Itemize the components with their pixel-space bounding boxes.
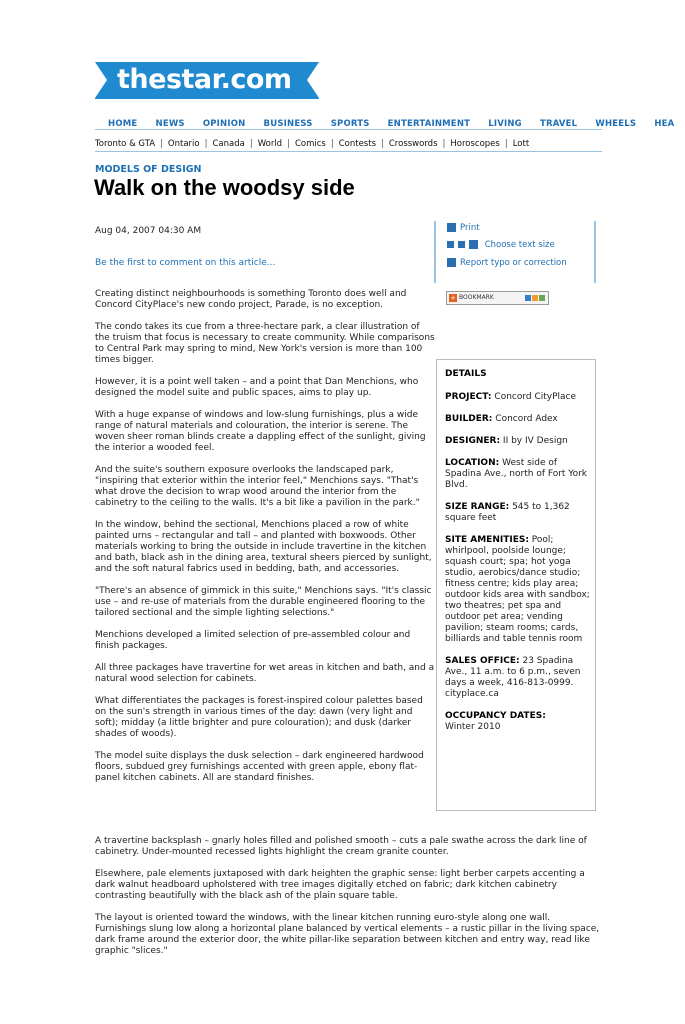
detail-value: 23 Spadina Ave., 11 a.m. to 6 p.m., seven days a week, 416-813-0999. cityplace.ca [445, 656, 581, 699]
nav-separator: | [249, 139, 253, 149]
nav-separator: | [204, 139, 208, 149]
bookmark-label: BOOKMARK [459, 294, 494, 301]
article-paragraph: All three packages have travertine for wet areas in kitchen and bath, and a natural wood selection for cabinets. [95, 663, 435, 684]
detail-occupancy [445, 711, 590, 733]
details-list [445, 392, 590, 744]
delicious-icon [525, 295, 531, 301]
plus-icon: + [450, 294, 456, 302]
detail-label: SITE AMENITIES: [445, 535, 529, 545]
article-paragraph: With a huge expanse of windows and low-slung furnishings, plus a wide range of natural materials and colouration, the interior is serene. The woven sheer roman blinds create a dappling effect of the sunlight, giving the interior a wooded feel. [95, 410, 426, 453]
nav-item-living[interactable]: LIVING [488, 119, 522, 129]
text-medium-icon[interactable] [458, 241, 465, 248]
digg-icon [532, 295, 538, 301]
report-link[interactable]: Report typo or correction [460, 258, 567, 268]
text-large-icon[interactable] [469, 240, 478, 249]
nav-separator: | [381, 139, 384, 149]
subnav-item-contests[interactable]: Contests [338, 139, 376, 149]
nav-separator: | [287, 139, 290, 149]
article-dateline: Aug 04, 2007 04:30 AM [95, 226, 202, 236]
site-logo[interactable] [95, 62, 319, 99]
detail-value: Pool; whirlpool, poolside lounge; squash court; spa; hot yoga studio, aerobics/dance studio; fitness centre; kids play area; outdoor kids area with sandbox; two theatres; pet spa and outdoor pet area; vending pavilion; steam rooms; cards, billiards and table tennis room [445, 535, 590, 644]
nav-item-travel[interactable]: TRAVEL [539, 119, 578, 129]
detail-sales-office [445, 656, 590, 700]
social-icons [524, 294, 545, 306]
primary-nav [95, 111, 675, 130]
details-heading: DETAILS [445, 369, 487, 379]
subnav-item-world[interactable]: World [257, 139, 283, 149]
nav-item-health[interactable]: HEA [654, 119, 675, 129]
section-label[interactable]: MODELS OF DESIGN [95, 164, 202, 175]
article-paragraph: Menchions developed a limited selection of pre-assembled colour and finish packages. [95, 630, 411, 651]
article-paragraph: A travertine backsplash – gnarly holes filled and polished smooth – cuts a pale swathe across the dark line of cabinetry. Under-mounted recessed lights highlight the cream granite counter. [95, 836, 587, 857]
article-paragraph: And the suite's southern exposure overlooks the landscaped park, "inspiring that exterior within the interior feel," Menchions says. "That's what drove the decision to wrap wood around the interior from the cabinetry to the ceiling to the walls. It's a bit like a pavilion in the park." [95, 465, 420, 508]
article-paragraph: What differentiates the packages is forest-inspired colour palettes based on the sun's strength in various times of the day: dawn (very light and soft); midday (a little brighter and pure colouration); and dusk (darker shades of woods). [95, 696, 423, 739]
subnav-item-comics[interactable]: Comics [294, 139, 326, 149]
detail-value: West side of Spadina Ave., north of Fort York Blvd. [445, 458, 588, 490]
text-size-tool[interactable] [447, 240, 555, 250]
nav-divider [95, 151, 602, 152]
detail-label: OCCUPANCY DATES: [445, 711, 546, 721]
comment-link[interactable]: Be the first to comment on this article... [95, 258, 276, 268]
article-paragraph: The layout is oriented toward the windows, with the linear kitchen running euro-style along one wall. Furnishings slung low along a horizontal plane balanced by vertical elements – a rustic pillar in the living space, dark frame around the exterior door, the white pillar-like separation between kitchen and entry way, read like graphic "slices." [95, 913, 600, 956]
subnav-item-horoscopes[interactable]: Horoscopes [450, 139, 500, 149]
nav-separator: | [442, 139, 446, 149]
article-tools [434, 221, 596, 283]
nav-separator: | [330, 139, 334, 149]
logo-chevron-right [307, 62, 319, 98]
detail-value: Concord CityPlace [494, 392, 577, 402]
detail-label: SIZE RANGE: [445, 502, 510, 512]
print-tool[interactable] [447, 223, 480, 233]
article-paragraph: Creating distinct neighbourhoods is something Toronto does well and Concord CityPlace's new condo project, Parade, is no exception. [95, 289, 407, 310]
nav-item-entertainment[interactable]: ENTERTAINMENT [387, 119, 471, 129]
detail-project [445, 392, 590, 403]
subnav-item-canada[interactable]: Canada [212, 139, 245, 149]
article-paragraph: Elsewhere, pale elements juxtaposed with dark heighten the graphic sense: light berber carpets accenting a dark walnut headboard upholstered with tree images digitally etched on fabric; dark kitchen cabinetry contrasting beautifully with the black ash of the plain square table. [95, 869, 585, 901]
text-small-icon[interactable] [447, 241, 454, 248]
detail-label: LOCATION: [445, 458, 500, 468]
article-paragraph: In the window, behind the sectional, Menchions placed a row of white painted urns – rectangular and tall – and planted with boxwoods. Other materials working to bring the outside in include travertine in the kitchen and bath, black ash in the dining area, textural sheers pierced by sunlight, and the soft natural fabrics used in bedding, bath, and accessories. [95, 520, 432, 574]
nav-separator: | [160, 139, 163, 149]
logo-text: thestar.com [117, 64, 292, 95]
details-box [436, 359, 596, 811]
nav-item-opinion[interactable]: OPINION [202, 119, 246, 129]
article-paragraph: However, it is a point well taken – and a point that Dan Menchions, who designed the model suite and public spaces, aims to play up. [95, 377, 419, 398]
detail-designer [445, 436, 590, 447]
subnav-item-lottery[interactable]: Lott [512, 139, 530, 149]
detail-size-range [445, 502, 590, 524]
detail-builder [445, 414, 590, 425]
subnav-item-ontario[interactable]: Ontario [167, 139, 200, 149]
secondary-nav [95, 131, 602, 149]
nav-item-news[interactable]: NEWS [155, 119, 185, 129]
detail-site-amenities [445, 535, 590, 645]
subnav-item-toronto[interactable]: Toronto & GTA [95, 139, 156, 149]
detail-label: SALES OFFICE: [445, 656, 520, 666]
detail-label: DESIGNER: [445, 436, 501, 446]
article-paragraph: The condo takes its cue from a three-hectare park, a clear illustration of the truism that focus is necessary to create community. While comparisons to Central Park may spring to mind, New York's version is more than 100 times bigger. [95, 322, 435, 365]
article-headline: Walk on the woodsy side [94, 175, 355, 200]
nav-item-wheels[interactable]: WHEELS [595, 119, 637, 129]
detail-label: PROJECT: [445, 392, 492, 402]
text-size-link[interactable]: Choose text size [484, 240, 555, 250]
subnav-item-crosswords[interactable]: Crosswords [388, 139, 438, 149]
detail-location [445, 458, 590, 491]
article-body [95, 289, 435, 795]
detail-value: Concord Adex [495, 414, 558, 424]
nav-item-home[interactable]: HOME [108, 119, 138, 129]
print-link[interactable]: Print [460, 223, 480, 233]
detail-value: 545 to 1,362 square feet [445, 502, 570, 523]
nav-separator: | [504, 139, 508, 149]
detail-value: Winter 2010 [445, 722, 501, 732]
article-paragraph: The model suite displays the dusk selection – dark engineered hardwood floors, subdued grey furnishings accented with green apple, ebony flat-panel kitchen cabinets. All are standard finishes. [95, 751, 424, 783]
report-tool[interactable] [447, 258, 567, 268]
article-paragraph: "There's an absence of gimmick in this suite," Menchions says. "It's classic use – and re-use of materials from the durable engineered flooring to the tailored sectional and the simple lighting selections." [95, 586, 432, 618]
logo-chevron-left [95, 62, 107, 98]
printer-icon [447, 223, 456, 232]
nav-item-business[interactable]: BUSINESS [263, 119, 313, 129]
article-body-continued [95, 836, 602, 968]
nav-item-sports[interactable]: SPORTS [330, 119, 370, 129]
share-icon [539, 295, 545, 301]
pencil-icon [447, 258, 456, 267]
bookmark-button[interactable] [446, 291, 549, 305]
detail-value: II by IV Design [502, 436, 568, 446]
detail-label: BUILDER: [445, 414, 493, 424]
